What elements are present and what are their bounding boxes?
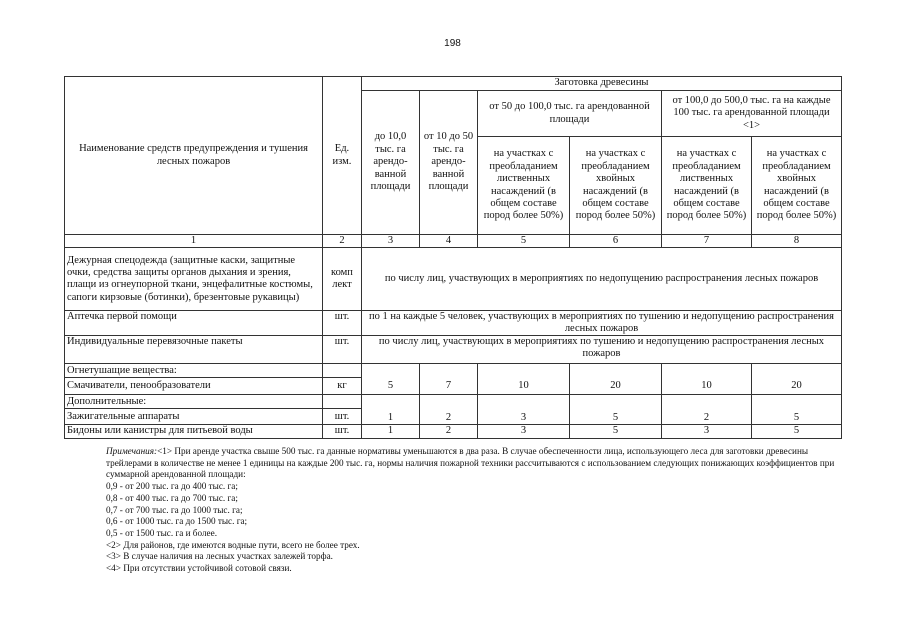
table-row [65, 395, 842, 409]
row-name: Зажигательные аппараты [65, 409, 323, 425]
table-row [65, 409, 842, 425]
header-col-5: на участках с преобладанием лиственных насаждений (в общем составе пород более 50%) [478, 137, 570, 235]
row-unit: кг [323, 378, 362, 395]
row-value: 2 [420, 409, 478, 425]
row-name: Дежурная спецодежда (защитные каски, защитные очки, средства защиты органов дыхания и зрения, плащи из огнеупорной ткани, энцефалитные костюмы, сапоги кирзовые (ботинки), брезентовые рукавицы) [65, 248, 323, 311]
header-col-4: от 10 до 50 тыс. га арендо-ванной площади [420, 91, 478, 235]
column-number: 3 [362, 235, 420, 248]
coefficient-line: 0,6 - от 1000 тыс. га до 1500 тыс. га; [106, 516, 248, 527]
row-section-name: Дополнительные: [65, 395, 323, 409]
row-value: 20 [752, 378, 842, 395]
header-group-7-8: от 100,0 до 500,0 тыс. га на каждые 100 тыс. га арендованной площади <1> [662, 91, 842, 137]
column-number: 5 [478, 235, 570, 248]
row-value: 5 [570, 409, 662, 425]
header-col-8: на участках с преобладанием хвойных насаждений (в общем составе пород более 50%) [752, 137, 842, 235]
row-name: Аптечка первой помощи [65, 311, 323, 336]
column-numbers-row [65, 235, 842, 248]
page-number: 198 [444, 38, 461, 49]
coefficient-line: 0,7 - от 700 тыс. га до 1000 тыс. га; [106, 504, 243, 515]
coefficient-line: 0,8 - от 400 тыс. га до 700 тыс. га; [106, 492, 238, 503]
row-value: 7 [420, 378, 478, 395]
column-number: 6 [570, 235, 662, 248]
table-row [65, 364, 842, 378]
norms-table [64, 76, 842, 439]
row-value: 1 [362, 425, 420, 438]
row-unit-empty [323, 395, 362, 409]
row-value: 2 [420, 425, 478, 438]
note-3: <3> В случае наличия на лесных участках залежей торфа. [106, 551, 333, 562]
column-number: 2 [323, 235, 362, 248]
header-col-7: на участках с преобладанием лиственных насаждений (в общем составе пород более 50%) [662, 137, 752, 235]
row-spanned-value: по числу лиц, участвующих в мероприятиях по тушению и недопущению распространения лесных пожаров [362, 336, 842, 364]
table-row [65, 248, 842, 311]
row-unit: шт. [323, 425, 362, 438]
note-1 [106, 446, 841, 481]
table-row [65, 425, 842, 438]
header-col-6: на участках с преобладанием хвойных насаждений (в общем составе пород более 50%) [570, 137, 662, 235]
note-2: <2> Для районов, где имеются водные пути, всего не более трех. [106, 539, 360, 550]
row-value: 1 [362, 409, 420, 425]
row-value: 5 [362, 378, 420, 395]
row-name: Индивидуальные перевязочные пакеты [65, 336, 323, 364]
row-value: 5 [752, 409, 842, 425]
coefficient-line: 0,9 - от 200 тыс. га до 400 тыс. га; [106, 481, 238, 492]
row-name: Смачиватели, пенообразователи [65, 378, 323, 395]
row-spanned-value: по 1 на каждые 5 человек, участвующих в мероприятиях по тушению и недопущению распространения лесных пожаров [362, 311, 842, 336]
header-group: Заготовка древесины [362, 77, 842, 91]
coefficient-line: 0,5 - от 1500 тыс. га и более. [106, 527, 217, 538]
row-unit: шт. [323, 311, 362, 336]
header-unit-col: Ед. изм. [323, 77, 362, 235]
row-value: 5 [570, 425, 662, 438]
header-group-5-6: от 50 до 100,0 тыс. га арендованной площади [478, 91, 662, 137]
row-section-name: Огнетушащие вещества: [65, 364, 323, 378]
table-row [65, 378, 842, 395]
row-value: 3 [478, 409, 570, 425]
row-value: 10 [662, 378, 752, 395]
row-value: 3 [662, 425, 752, 438]
row-unit: комп лект [323, 248, 362, 311]
note-1-text: <1> При аренде участка свыше 500 тыс. га данные нормативы уменьшаются в два раза. В случае обеспеченности лица, использующего леса для заготовки древесины трейлерами в количестве не менее 1 единицы на каждые 200 тыс. га, нормы наличия пожарной техники рассчитываются с использованием следующих понижающих коэффициентов при суммарной арендованной площади: [106, 446, 835, 480]
column-number: 1 [65, 235, 323, 248]
column-number: 8 [752, 235, 842, 248]
header-name-col: Наименование средств предупреждения и тушения лесных пожаров [65, 77, 323, 235]
row-value: 3 [478, 425, 570, 438]
column-number: 7 [662, 235, 752, 248]
row-value: 5 [752, 425, 842, 438]
row-unit-empty [323, 364, 362, 378]
row-unit: шт. [323, 336, 362, 364]
header-col-3: до 10,0 тыс. га арендо-ванной площади [362, 91, 420, 235]
row-spanned-value: по числу лиц, участвующих в мероприятиях по недопущению распространения лесных пожаров [362, 248, 842, 311]
column-number: 4 [420, 235, 478, 248]
notes-section [106, 446, 841, 575]
note-4: <4> При отсутствии устойчивой сотовой связи. [106, 563, 292, 574]
row-value: 10 [478, 378, 570, 395]
row-value: 20 [570, 378, 662, 395]
notes-label: Примечания: [106, 446, 158, 456]
table-row [65, 336, 842, 364]
row-unit: шт. [323, 409, 362, 425]
row-name: Бидоны или канистры для питьевой воды [65, 425, 323, 438]
row-value: 2 [662, 409, 752, 425]
table-row [65, 311, 842, 336]
